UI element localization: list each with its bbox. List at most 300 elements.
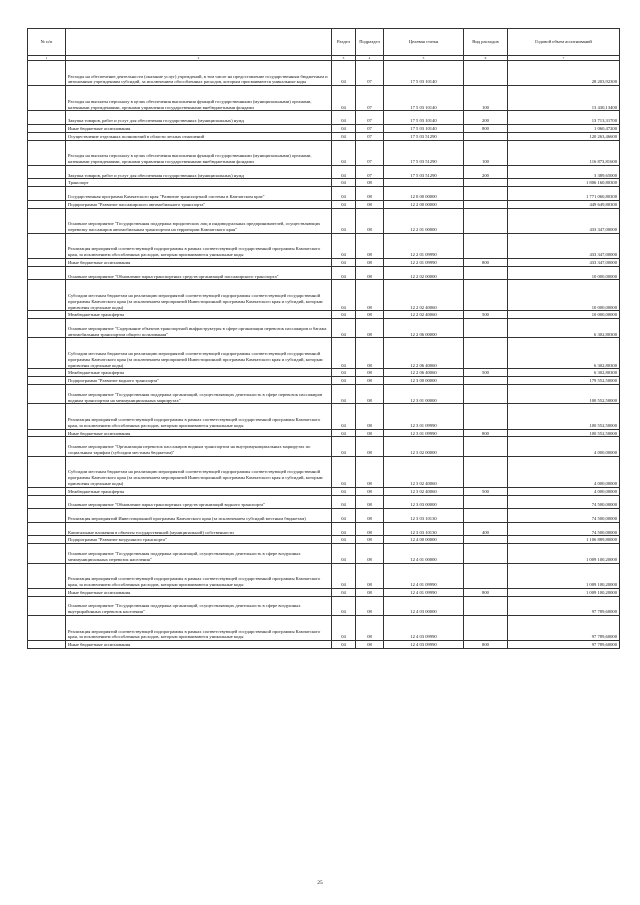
row-subsection-cell: 08 <box>356 456 384 487</box>
row-type-cell: 500 <box>464 311 508 319</box>
row-target-cell <box>384 179 464 187</box>
row-name-cell: Реализация мероприятий соответствующей подпрограммы в рамках соответствующей государственной программы Камчатского края, за исключением обособленных расходов, которым присваиваются уникальные коды <box>66 563 332 588</box>
row-amount-cell: 100 552,50000 <box>508 404 620 429</box>
row-section-cell: 04 <box>332 615 356 640</box>
row-subsection-cell: 08 <box>356 385 384 404</box>
row-target-cell: 17 5 03 51290 <box>384 132 464 140</box>
row-section-cell: 04 <box>332 522 356 536</box>
row-section-cell: 04 <box>332 140 356 165</box>
row-target-cell: 12 3 01 09990 <box>384 404 464 429</box>
row-amount-cell: 10 000,00000 <box>508 266 620 280</box>
row-amount-cell: 6 302,80300 <box>508 319 620 338</box>
row-amount-cell: 28 203,92300 <box>508 61 620 86</box>
row-number-cell <box>28 61 66 86</box>
row-section-cell: 04 <box>332 208 356 233</box>
row-subsection-cell: 08 <box>356 258 384 266</box>
header-num-1: 1 <box>28 56 66 61</box>
header-num-4: 4 <box>356 56 384 61</box>
row-amount-cell: 97 789,60000 <box>508 641 620 649</box>
row-section-cell: 04 <box>332 266 356 280</box>
row-name-cell: Субсидии местным бюджетам на реализацию мероприятий соответствующей подпрограммы соответствующей государственной программы Камчатского края (за исключением мероприятий Инвестиционной программы Камчатского края и субсидий, которым присвоены отдельные коды) <box>66 338 332 369</box>
row-name-cell: Иные бюджетные ассигнования <box>66 588 332 596</box>
row-section-cell: 04 <box>332 429 356 437</box>
row-subsection-cell: 08 <box>356 487 384 495</box>
row-section-cell: 04 <box>332 544 356 563</box>
row-amount-cell: 74 500,00000 <box>508 495 620 509</box>
row-section-cell: 04 <box>332 111 356 125</box>
row-number-cell <box>28 377 66 385</box>
table-row <box>28 429 620 437</box>
row-type-cell <box>464 187 508 201</box>
row-target-cell: 12 2 02 00000 <box>384 266 464 280</box>
table-row <box>28 233 620 258</box>
row-name-cell: Иные бюджетные ассигнования <box>66 429 332 437</box>
row-number-cell <box>28 187 66 201</box>
row-name-cell: Основное мероприятие "Содержание объектов транспортной инфраструктуры в сфере организации перевозок пассажиров и багажа автомобильным транспортом общего пользования" <box>66 319 332 338</box>
table-row <box>28 165 620 179</box>
row-name-cell: Расходы на выплаты персоналу в целях обеспечения выполнения функций государственными (муниципальными) органами, казенными учреждениями, органами управления государственными внебюджетными фондами <box>66 86 332 111</box>
row-name-cell: Иные бюджетные ассигнования <box>66 641 332 649</box>
header-col-target: Целевая статья <box>384 29 464 56</box>
row-section-cell: 04 <box>332 588 356 596</box>
table-row <box>28 200 620 208</box>
row-section-cell: 04 <box>332 311 356 319</box>
row-number-cell <box>28 200 66 208</box>
row-target-cell: 17 5 03 10140 <box>384 124 464 132</box>
table-row <box>28 563 620 588</box>
table-row <box>28 615 620 640</box>
row-subsection-cell: 08 <box>356 495 384 509</box>
row-target-cell: 17 5 03 10140 <box>384 86 464 111</box>
row-section-cell: 04 <box>332 456 356 487</box>
row-target-cell: 12 4 03 09990 <box>384 615 464 640</box>
row-section-cell: 04 <box>332 509 356 523</box>
row-section-cell: 04 <box>332 61 356 86</box>
table-row <box>28 266 620 280</box>
table-row <box>28 404 620 429</box>
row-number-cell <box>28 179 66 187</box>
row-number-cell <box>28 369 66 377</box>
table-row <box>28 385 620 404</box>
row-type-cell <box>464 61 508 86</box>
row-name-cell: Иные бюджетные ассигнования <box>66 258 332 266</box>
row-number-cell <box>28 266 66 280</box>
row-number-cell <box>28 509 66 523</box>
row-amount-cell: 10 000,00000 <box>508 280 620 311</box>
row-target-cell: 12 2 06 40060 <box>384 338 464 369</box>
row-type-cell <box>464 615 508 640</box>
row-subsection-cell: 08 <box>356 319 384 338</box>
row-amount-cell: 4 000,00000 <box>508 456 620 487</box>
row-number-cell <box>28 280 66 311</box>
header-num-7: 7 <box>508 56 620 61</box>
row-section-cell: 04 <box>332 258 356 266</box>
row-number-cell <box>28 132 66 140</box>
row-name-cell: Основное мероприятие "Государственная поддержка юридических лиц и индивидуальных предпринимателей, осуществляющих перевозку пассажиров автомобильным транспортом на территории Камчатского края" <box>66 208 332 233</box>
row-amount-cell: 120 263,46600 <box>508 132 620 140</box>
row-name-cell: Осуществление отдельных полномочий в области лесных отношений <box>66 132 332 140</box>
row-target-cell: 12 3 01 00000 <box>384 385 464 404</box>
row-target-cell: 12 3 02 00000 <box>384 437 464 456</box>
table-row <box>28 124 620 132</box>
row-amount-cell: 179 552,50000 <box>508 377 620 385</box>
row-section-cell: 04 <box>332 179 356 187</box>
row-type-cell <box>464 536 508 544</box>
table-row <box>28 369 620 377</box>
row-subsection-cell: 08 <box>356 588 384 596</box>
row-amount-cell: 1 009 100,20000 <box>508 563 620 588</box>
row-section-cell: 04 <box>332 536 356 544</box>
row-number-cell <box>28 487 66 495</box>
row-amount-cell: 97 789,60000 <box>508 615 620 640</box>
table-row <box>28 319 620 338</box>
row-section-cell: 04 <box>332 641 356 649</box>
row-subsection-cell: 08 <box>356 522 384 536</box>
row-subsection-cell: 08 <box>356 208 384 233</box>
row-type-cell <box>464 233 508 258</box>
row-type-cell <box>464 456 508 487</box>
row-type-cell: 500 <box>464 369 508 377</box>
row-target-cell: 12 3 02 40060 <box>384 456 464 487</box>
table-row <box>28 456 620 487</box>
row-target-cell: 12 3 03 10130 <box>384 509 464 523</box>
row-subsection-cell: 08 <box>356 311 384 319</box>
row-target-cell: 12 3 02 40060 <box>384 487 464 495</box>
row-number-cell <box>28 588 66 596</box>
row-type-cell: 500 <box>464 487 508 495</box>
row-name-cell: Закупка товаров, работ и услуг для обеспечения государственных (муниципальных) нужд <box>66 165 332 179</box>
row-amount-cell: 3 389,65000 <box>508 165 620 179</box>
row-amount-cell: 97 789,60000 <box>508 596 620 615</box>
row-subsection-cell: 07 <box>356 61 384 86</box>
row-name-cell: Основное мероприятие "Обновление парка транспортных средств организаций водного транспорта" <box>66 495 332 509</box>
row-section-cell: 04 <box>332 495 356 509</box>
row-target-cell: 12 4 03 00000 <box>384 596 464 615</box>
row-number-cell <box>28 140 66 165</box>
row-target-cell: 17 5 03 10140 <box>384 111 464 125</box>
row-target-cell: 12 3 03 10130 <box>384 522 464 536</box>
table-row <box>28 208 620 233</box>
header-num-5: 5 <box>384 56 464 61</box>
table-row <box>28 522 620 536</box>
row-type-cell <box>464 385 508 404</box>
header-num-6: 6 <box>464 56 508 61</box>
row-section-cell: 04 <box>332 200 356 208</box>
table-row <box>28 187 620 201</box>
row-target-cell: 12 0 00 00000 <box>384 187 464 201</box>
row-section-cell: 04 <box>332 596 356 615</box>
row-number-cell <box>28 522 66 536</box>
row-type-cell: 800 <box>464 258 508 266</box>
row-amount-cell: 74 500,00000 <box>508 509 620 523</box>
row-type-cell <box>464 200 508 208</box>
table-row <box>28 495 620 509</box>
row-number-cell <box>28 338 66 369</box>
row-number-cell <box>28 124 66 132</box>
row-number-cell <box>28 641 66 649</box>
table-row <box>28 588 620 596</box>
row-name-cell: Реализация мероприятий соответствующей подпрограммы в рамках соответствующей государственной программы Камчатского края, за исключением обособленных расходов, которым присваиваются уникальные коды <box>66 615 332 640</box>
row-type-cell <box>464 377 508 385</box>
row-name-cell: Межбюджетные трансферты <box>66 369 332 377</box>
row-name-cell: Расходы на обеспечение деятельности (оказание услуг) учреждений, в том числе на предоставление государственным бюджетным и автономным учреждениям субсидий, за исключением обособленных расходов, которым присваиваются уникальные коды <box>66 61 332 86</box>
table-row <box>28 338 620 369</box>
row-number-cell <box>28 258 66 266</box>
row-subsection-cell: 08 <box>356 429 384 437</box>
row-type-cell: 800 <box>464 588 508 596</box>
table-row <box>28 596 620 615</box>
row-amount-cell: 1 106 889,80000 <box>508 536 620 544</box>
row-section-cell: 04 <box>332 338 356 369</box>
row-subsection-cell: 08 <box>356 596 384 615</box>
table-row <box>28 377 620 385</box>
table-row <box>28 544 620 563</box>
row-amount-cell: 6 302,80300 <box>508 338 620 369</box>
row-type-cell <box>464 132 508 140</box>
row-name-cell: Государственная программа Камчатского края "Развитие транспортной системы в Камчатском крае" <box>66 187 332 201</box>
header-col-name <box>66 29 332 56</box>
row-name-cell: Основное мероприятие "Обновление парка транспортных средств организаций пассажирского транспорта" <box>66 266 332 280</box>
row-amount-cell: 433 347,00000 <box>508 258 620 266</box>
row-target-cell: 12 2 01 00000 <box>384 208 464 233</box>
row-subsection-cell: 08 <box>356 179 384 187</box>
row-number-cell <box>28 311 66 319</box>
row-section-cell: 04 <box>332 487 356 495</box>
table-row <box>28 86 620 111</box>
row-name-cell: Основное мероприятие "Государственная поддержка организаций, осуществляющих деятельность в сфере воздушных внутрирайонных перевозок населения" <box>66 596 332 615</box>
row-section-cell: 04 <box>332 86 356 111</box>
row-number-cell <box>28 111 66 125</box>
row-type-cell <box>464 437 508 456</box>
row-number-cell <box>28 563 66 588</box>
row-amount-cell: 1 009 100,20000 <box>508 588 620 596</box>
row-number-cell <box>28 233 66 258</box>
row-amount-cell: 4 000,00000 <box>508 437 620 456</box>
table-row <box>28 536 620 544</box>
row-target-cell: 12 2 01 09990 <box>384 233 464 258</box>
row-name-cell: Основное мероприятие "Государственная поддержка организаций, осуществляющих деятельность в сфере воздушных межмуниципальных перевозок населения" <box>66 544 332 563</box>
table-row <box>28 311 620 319</box>
header-col-subsection: Подраздел <box>356 29 384 56</box>
row-amount-cell: 10 000,00000 <box>508 311 620 319</box>
row-name-cell: Межбюджетные трансферты <box>66 487 332 495</box>
row-section-cell: 04 <box>332 437 356 456</box>
row-number-cell <box>28 385 66 404</box>
row-type-cell <box>464 404 508 429</box>
page-number: 25 <box>317 880 323 886</box>
header-num-3: 3 <box>332 56 356 61</box>
header-col-type: Вид расходов <box>464 29 508 56</box>
row-subsection-cell: 08 <box>356 377 384 385</box>
row-target-cell: 17 5 03 10140 <box>384 61 464 86</box>
row-number-cell <box>28 495 66 509</box>
row-target-cell: 12 2 06 40060 <box>384 369 464 377</box>
row-type-cell: 800 <box>464 641 508 649</box>
row-subsection-cell: 08 <box>356 509 384 523</box>
row-name-cell: Межбюджетные трансферты <box>66 311 332 319</box>
table-row <box>28 509 620 523</box>
row-number-cell <box>28 165 66 179</box>
row-amount-cell: 1 009 100,20000 <box>508 544 620 563</box>
row-name-cell: Закупка товаров, работ и услуг для обеспечения государственных (муниципальных) нужд <box>66 111 332 125</box>
row-section-cell: 04 <box>332 563 356 588</box>
row-amount-cell: 74 500,00000 <box>508 522 620 536</box>
table-row <box>28 280 620 311</box>
row-amount-cell: 1 060,47200 <box>508 124 620 132</box>
row-amount-cell: 6 302,80300 <box>508 369 620 377</box>
row-name-cell: Подпрограмма "Развитие пассажирского автомобильного транспорта" <box>66 200 332 208</box>
row-target-cell: 12 4 01 00000 <box>384 544 464 563</box>
row-subsection-cell: 08 <box>356 563 384 588</box>
row-name-cell: Иные бюджетные ассигнования <box>66 124 332 132</box>
table-row <box>28 641 620 649</box>
row-type-cell: 100 <box>464 140 508 165</box>
row-subsection-cell: 08 <box>356 404 384 429</box>
row-number-cell <box>28 544 66 563</box>
table-row <box>28 487 620 495</box>
table-row <box>28 140 620 165</box>
row-subsection-cell: 08 <box>356 369 384 377</box>
table-header <box>28 29 620 61</box>
table-row <box>28 258 620 266</box>
row-subsection-cell: 08 <box>356 536 384 544</box>
row-subsection-cell: 08 <box>356 437 384 456</box>
row-name-cell: Транспорт <box>66 179 332 187</box>
row-name-cell: Подпрограмма "Развитие воздушного транспорта" <box>66 536 332 544</box>
row-type-cell <box>464 338 508 369</box>
row-number-cell <box>28 429 66 437</box>
table-row <box>28 437 620 456</box>
row-number-cell <box>28 615 66 640</box>
table-row <box>28 111 620 125</box>
row-number-cell <box>28 86 66 111</box>
row-section-cell: 04 <box>332 233 356 258</box>
row-target-cell: 12 3 00 00000 <box>384 377 464 385</box>
row-subsection-cell: 08 <box>356 233 384 258</box>
row-subsection-cell: 07 <box>356 140 384 165</box>
document-page <box>27 28 619 649</box>
row-subsection-cell: 07 <box>356 132 384 140</box>
row-target-cell: 12 3 03 00000 <box>384 495 464 509</box>
table-body <box>28 61 620 649</box>
row-target-cell: 12 2 00 00000 <box>384 200 464 208</box>
row-type-cell <box>464 563 508 588</box>
header-col-section: Раздел <box>332 29 356 56</box>
table-row <box>28 179 620 187</box>
row-amount-cell: 433 347,00000 <box>508 208 620 233</box>
row-amount-cell: 4 000,00000 <box>508 487 620 495</box>
row-type-cell: 400 <box>464 522 508 536</box>
row-type-cell <box>464 596 508 615</box>
row-section-cell: 04 <box>332 377 356 385</box>
row-target-cell: 12 2 06 00000 <box>384 319 464 338</box>
row-amount-cell: 13 430,13400 <box>508 86 620 111</box>
row-type-cell <box>464 495 508 509</box>
row-section-cell: 04 <box>332 280 356 311</box>
table-row <box>28 132 620 140</box>
row-type-cell: 800 <box>464 429 508 437</box>
row-amount-cell: 100 552,50000 <box>508 429 620 437</box>
row-amount-cell: 433 347,00000 <box>508 233 620 258</box>
row-target-cell: 12 3 01 09990 <box>384 429 464 437</box>
row-name-cell: Субсидии местным бюджетам на реализацию мероприятий соответствующей подпрограммы соответствующей государственной программы Камчатского края (за исключением мероприятий Инвестиционной программы Камчатского края и субсидий, которым присвоены отдельные коды) <box>66 456 332 487</box>
row-number-cell <box>28 456 66 487</box>
row-subsection-cell: 07 <box>356 165 384 179</box>
row-name-cell: Основное мероприятие "Организация перевозок пассажиров водным транспортом на внутримуниципальных маршрутах по социальным тарифам (субсидии местным бюджетам)" <box>66 437 332 456</box>
row-target-cell: 17 5 03 51290 <box>384 165 464 179</box>
row-subsection-cell: 07 <box>356 111 384 125</box>
row-name-cell: Реализация мероприятий соответствующей подпрограммы в рамках соответствующей государственной программы Камчатского края, за исключением обособленных расходов, которым присваиваются уникальные коды <box>66 404 332 429</box>
row-subsection-cell: 08 <box>356 338 384 369</box>
row-subsection-cell: 08 <box>356 641 384 649</box>
row-section-cell: 04 <box>332 124 356 132</box>
row-type-cell: 200 <box>464 165 508 179</box>
row-number-cell <box>28 437 66 456</box>
row-subsection-cell: 08 <box>356 200 384 208</box>
header-col-amount: Годовой объем ассигнований <box>508 29 620 56</box>
header-num-2: 2 <box>66 56 332 61</box>
row-name-cell: Расходы на выплаты персоналу в целях обеспечения выполнения функций государственными (муниципальными) органами, казенными учреждениями, органами управления государственными внебюджетными фондами <box>66 140 332 165</box>
row-name-cell: Реализация мероприятий Инвестиционной программы Камчатского края (за исключением субсидий местным бюджетам) <box>66 509 332 523</box>
row-amount-cell: 1 806 160,80300 <box>508 179 620 187</box>
row-type-cell <box>464 280 508 311</box>
row-target-cell: 12 2 02 40060 <box>384 311 464 319</box>
row-type-cell <box>464 208 508 233</box>
row-target-cell: 17 5 03 51290 <box>384 140 464 165</box>
row-type-cell <box>464 179 508 187</box>
row-number-cell <box>28 596 66 615</box>
row-amount-cell: 449 649,80300 <box>508 200 620 208</box>
row-subsection-cell: 07 <box>356 124 384 132</box>
row-amount-cell: 100 552,50000 <box>508 385 620 404</box>
row-type-cell <box>464 509 508 523</box>
row-type-cell <box>464 266 508 280</box>
row-subsection-cell: 08 <box>356 544 384 563</box>
row-section-cell: 04 <box>332 369 356 377</box>
row-type-cell <box>464 319 508 338</box>
row-subsection-cell: 08 <box>356 266 384 280</box>
row-target-cell: 12 4 01 09990 <box>384 563 464 588</box>
row-name-cell: Подпрограмма "Развитие водного транспорта" <box>66 377 332 385</box>
table-row <box>28 61 620 86</box>
row-type-cell: 100 <box>464 86 508 111</box>
row-name-cell: Реализация мероприятий соответствующей подпрограммы в рамках соответствующей государственной программы Камчатского края, за исключением обособленных расходов, которым присваиваются уникальные коды <box>66 233 332 258</box>
row-section-cell: 04 <box>332 165 356 179</box>
row-section-cell: 04 <box>332 385 356 404</box>
row-number-cell <box>28 536 66 544</box>
row-target-cell: 12 4 00 00000 <box>384 536 464 544</box>
row-amount-cell: 116 873,81600 <box>508 140 620 165</box>
row-target-cell: 12 4 01 09990 <box>384 588 464 596</box>
row-section-cell: 04 <box>332 404 356 429</box>
row-amount-cell: 13 713,31700 <box>508 111 620 125</box>
row-type-cell: 200 <box>464 111 508 125</box>
header-col-number: № п/п <box>28 29 66 56</box>
row-number-cell <box>28 208 66 233</box>
row-section-cell: 04 <box>332 132 356 140</box>
row-number-cell <box>28 319 66 338</box>
row-subsection-cell: 08 <box>356 280 384 311</box>
row-subsection-cell: 07 <box>356 86 384 111</box>
row-target-cell: 12 2 02 40060 <box>384 280 464 311</box>
row-section-cell: 04 <box>332 187 356 201</box>
row-number-cell <box>28 404 66 429</box>
row-target-cell: 12 4 03 09990 <box>384 641 464 649</box>
row-type-cell: 800 <box>464 124 508 132</box>
row-type-cell <box>464 544 508 563</box>
row-section-cell: 04 <box>332 319 356 338</box>
row-subsection-cell: 08 <box>356 187 384 201</box>
